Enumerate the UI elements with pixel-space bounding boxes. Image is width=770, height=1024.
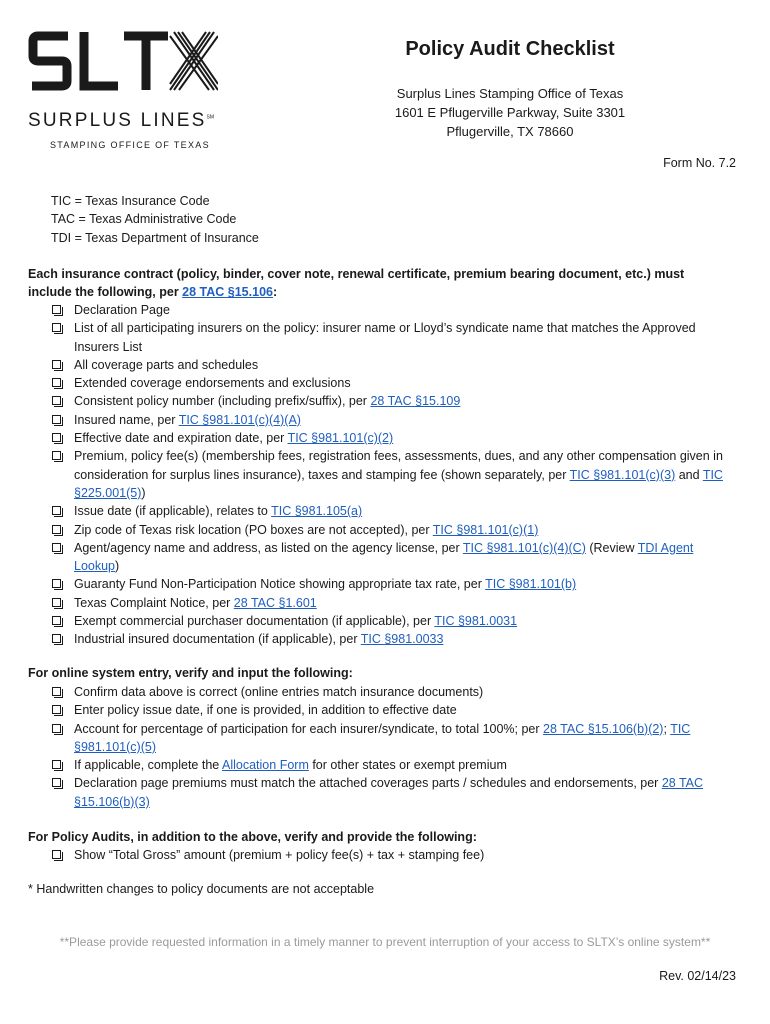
checkbox-icon[interactable] bbox=[52, 760, 61, 769]
handwritten-note: * Handwritten changes to policy documents are not acceptable bbox=[28, 882, 375, 896]
checklist-item bbox=[51, 774, 731, 811]
reference-link[interactable]: TIC §981.101(c)(3) bbox=[569, 467, 676, 482]
checklist-item bbox=[51, 301, 731, 319]
item-text: All coverage parts and schedules bbox=[74, 357, 259, 372]
section1-heading-line2: include the following, per 28 TAC §15.106: bbox=[28, 285, 278, 300]
reference-link[interactable]: TIC §981.105(a) bbox=[271, 504, 363, 519]
sltx-logo-mark bbox=[28, 30, 218, 92]
abbreviations bbox=[51, 192, 259, 247]
checklist-item bbox=[51, 683, 731, 701]
checkbox-icon[interactable] bbox=[52, 687, 61, 696]
section1-heading bbox=[28, 265, 748, 302]
item-text: Confirm data above is correct (online entries match insurance documents) bbox=[74, 685, 484, 699]
form-number: Form No. 7.2 bbox=[663, 156, 736, 170]
checklist-item bbox=[51, 447, 731, 502]
page-title: Policy Audit Checklist bbox=[405, 38, 615, 60]
checklist-item bbox=[51, 612, 731, 630]
org-address-2: Pflugerville, TX 78660 bbox=[446, 124, 574, 139]
checklist-item bbox=[51, 756, 731, 774]
checklist-item bbox=[51, 630, 731, 648]
item-text: ; bbox=[663, 721, 671, 736]
checkbox-icon[interactable] bbox=[52, 378, 61, 387]
item-text: Extended coverage endorsements and exclusions bbox=[74, 376, 351, 391]
checkbox-icon[interactable] bbox=[52, 778, 61, 787]
item-text: Account for percentage of participation for each insurer/syndicate, to total 100%; per bbox=[74, 721, 544, 736]
reference-link[interactable]: TIC §981.0033 bbox=[360, 632, 444, 647]
checkbox-icon[interactable] bbox=[52, 415, 61, 424]
reference-link[interactable]: TIC §981.101(c)(4)(A) bbox=[178, 412, 301, 427]
logo-stamping-office: STAMPING OFFICE OF TEXAS bbox=[50, 140, 210, 150]
item-text: ) bbox=[115, 559, 120, 574]
item-text: Guaranty Fund Non-Participation Notice showing appropriate tax rate, per bbox=[74, 577, 486, 592]
item-text: Exempt commercial purchaser documentation (if applicable), per bbox=[74, 614, 435, 629]
checklist-item bbox=[51, 575, 731, 593]
item-text: Consistent policy number (including prefix/suffix), per bbox=[74, 394, 371, 409]
item-text: Agent/agency name and address, as listed on the agency license, per bbox=[74, 540, 463, 555]
section1-heading-line1: Each insurance contract (policy, binder, cover note, renewal certificate, premium bearing document, etc.) must bbox=[28, 267, 685, 281]
reference-link[interactable]: TDI Agent Lookup bbox=[74, 540, 694, 574]
checklist-item bbox=[51, 502, 731, 520]
reference-link[interactable]: TIC §981.101(b) bbox=[485, 577, 577, 592]
item-text: ) bbox=[141, 485, 146, 500]
footnote: **Please provide requested information in a timely manner to prevent interruption of your access to SLTX’s online system** bbox=[59, 935, 711, 949]
item-text: Declaration page premiums must match the attached coverages parts / schedules and endorsements, per bbox=[74, 776, 662, 791]
reference-link[interactable]: Allocation Form bbox=[222, 758, 309, 773]
checklist-item bbox=[51, 356, 731, 374]
checklist-item bbox=[51, 539, 731, 576]
section3-checklist bbox=[51, 846, 731, 864]
checklist-item bbox=[51, 594, 731, 612]
checkbox-icon[interactable] bbox=[52, 525, 61, 534]
item-text: Insured name, per bbox=[74, 412, 179, 427]
reference-link[interactable]: 28 TAC §15.109 bbox=[370, 394, 461, 409]
reference-link[interactable]: TIC §981.0031 bbox=[434, 614, 518, 629]
reference-link[interactable]: TIC §225.001(5) bbox=[74, 467, 723, 500]
checkbox-icon[interactable] bbox=[52, 634, 61, 643]
checklist-item bbox=[51, 374, 731, 392]
checkbox-icon[interactable] bbox=[52, 543, 61, 552]
checkbox-icon[interactable] bbox=[52, 305, 61, 314]
item-text: for other states or exempt premium bbox=[308, 758, 507, 773]
checkbox-icon[interactable] bbox=[52, 396, 61, 405]
section2-heading: For online system entry, verify and input the following: bbox=[28, 666, 353, 680]
abbr-tic: TIC = Texas Insurance Code bbox=[51, 194, 210, 208]
checklist-item bbox=[51, 720, 731, 757]
reference-link[interactable]: 28 TAC §1.601 bbox=[233, 595, 317, 610]
checklist-item bbox=[51, 319, 731, 356]
link-28-tac-15-106[interactable]: 28 TAC §15.106 bbox=[182, 285, 273, 300]
sltx-logo bbox=[28, 30, 250, 154]
abbr-tdi: TDI = Texas Department of Insurance bbox=[51, 230, 259, 245]
checklist-item bbox=[51, 701, 731, 719]
section2-checklist bbox=[51, 683, 731, 811]
reference-link[interactable]: TIC §981.101(c)(5) bbox=[74, 721, 691, 754]
reference-link[interactable]: TIC §981.101(c)(2) bbox=[287, 431, 394, 446]
item-text: Zip code of Texas risk location (PO boxes are not accepted), per bbox=[74, 522, 433, 537]
item-text: Declaration Page bbox=[74, 303, 170, 317]
checklist-item bbox=[51, 392, 731, 410]
checkbox-icon[interactable] bbox=[52, 360, 61, 369]
checkbox-icon[interactable] bbox=[52, 598, 61, 607]
item-text: Effective date and expiration date, per bbox=[74, 431, 288, 446]
checkbox-icon[interactable] bbox=[52, 506, 61, 515]
checklist-item bbox=[51, 429, 731, 447]
revision-date: Rev. 02/14/23 bbox=[659, 969, 736, 983]
item-text: List of all participating insurers on the policy: insurer name or Lloyd’s syndicate name that matches the Approved Insurers List bbox=[74, 321, 696, 354]
reference-link[interactable]: 28 TAC §15.106(b)(2) bbox=[543, 721, 664, 736]
org-name: Surplus Lines Stamping Office of Texas bbox=[396, 86, 624, 101]
checkbox-icon[interactable] bbox=[52, 616, 61, 625]
checklist-item bbox=[51, 411, 731, 429]
checkbox-icon[interactable] bbox=[52, 705, 61, 714]
reference-link[interactable]: TIC §981.101(c)(4)(C) bbox=[462, 540, 586, 555]
item-text: Issue date (if applicable), relates to bbox=[74, 504, 272, 519]
item-text: If applicable, complete the bbox=[74, 758, 223, 773]
checkbox-icon[interactable] bbox=[52, 433, 61, 442]
org-address-1: 1601 E Pflugerville Parkway, Suite 3301 bbox=[394, 105, 626, 120]
item-text: Premium, policy fee(s) (membership fees, registration fees, assessments, dues, and any other compensation given in consideration for surplus lines insurance), taxes and stamping fee (shown separately, per bbox=[74, 449, 723, 482]
item-text: (Review bbox=[585, 540, 638, 555]
checkbox-icon[interactable] bbox=[52, 451, 61, 460]
item-text: Show “Total Gross” amount (premium + policy fee(s) + tax + stamping fee) bbox=[74, 848, 485, 862]
checkbox-icon[interactable] bbox=[52, 724, 61, 733]
checkbox-icon[interactable] bbox=[52, 579, 61, 588]
logo-surplus-lines: SURPLUS LINES℠ bbox=[28, 110, 215, 131]
reference-link[interactable]: TIC §981.101(c)(1) bbox=[432, 522, 539, 537]
abbr-tac: TAC = Texas Administrative Code bbox=[51, 212, 237, 227]
checkbox-icon[interactable] bbox=[52, 850, 61, 859]
section3-heading: For Policy Audits, in addition to the above, verify and provide the following: bbox=[28, 830, 477, 844]
item-text: Enter policy issue date, if one is provided, in addition to effective date bbox=[74, 703, 457, 718]
section1-checklist bbox=[51, 301, 731, 649]
item-text: Industrial insured documentation (if applicable), per bbox=[74, 632, 361, 647]
checkbox-icon[interactable] bbox=[52, 323, 61, 332]
item-text: and bbox=[675, 467, 703, 482]
checklist-item bbox=[51, 521, 731, 539]
reference-link[interactable]: 28 TAC §15.106(b)(3) bbox=[74, 776, 704, 809]
checklist-item bbox=[51, 846, 731, 864]
item-text: Texas Complaint Notice, per bbox=[74, 595, 234, 610]
